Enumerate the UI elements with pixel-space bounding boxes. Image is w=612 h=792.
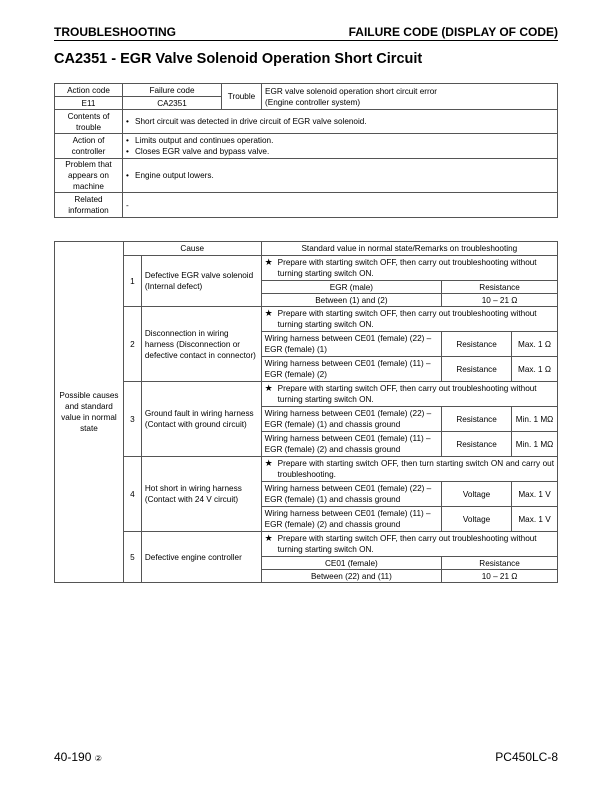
sub-header-1: EGR (male) bbox=[261, 281, 441, 294]
check-value: Max. 1 V bbox=[512, 507, 558, 532]
action-code: E11 bbox=[55, 97, 123, 110]
cause-text: Disconnection in wiring harness (Disconnection or defective contact in connector) bbox=[141, 307, 261, 382]
cause-text: Defective EGR valve solenoid (Internal defect) bbox=[141, 256, 261, 307]
trouble-label: Trouble bbox=[222, 84, 262, 110]
action-label: Action of controller bbox=[55, 134, 123, 159]
check-desc: Wiring harness between CE01 (female) (22) – EGR (female) (1) and chassis ground bbox=[261, 482, 441, 507]
causes-side-label: Possible causes and standard value in normal state bbox=[55, 242, 124, 583]
contents-text: Short circuit was detected in drive circuit of EGR valve solenoid. bbox=[135, 117, 367, 126]
sub-header-2: Resistance bbox=[442, 557, 558, 570]
trouble-line-1: EGR valve solenoid operation short circuit error bbox=[265, 86, 438, 96]
page-number-text: 40-190 bbox=[54, 750, 92, 764]
note-text: Prepare with starting switch OFF, then turn starting switch ON and carry out troubleshooting. bbox=[277, 459, 554, 479]
sub-value-1: Between (1) and (2) bbox=[261, 294, 441, 307]
trouble-description bbox=[262, 84, 558, 110]
check-value: Min. 1 MΩ bbox=[512, 432, 558, 457]
cause-text: Hot short in wiring harness (Contact with 24 V circuit) bbox=[141, 457, 261, 532]
sub-value-2: 10 – 21 Ω bbox=[442, 570, 558, 583]
star-icon: ★ bbox=[264, 533, 273, 543]
action-code-label: Action code bbox=[55, 84, 123, 97]
cause-header: Cause bbox=[123, 242, 261, 256]
action-value bbox=[123, 134, 558, 159]
cause-number: 1 bbox=[123, 256, 141, 307]
sub-header-2: Resistance bbox=[442, 281, 558, 294]
related-label: Related information bbox=[55, 193, 123, 218]
failure-code: CA2351 bbox=[123, 97, 222, 110]
revision-mark: ② bbox=[94, 754, 102, 763]
trouble-line-2: (Engine controller system) bbox=[265, 97, 361, 107]
check-desc: Wiring harness between CE01 (female) (22) – EGR (female) (1) and chassis ground bbox=[261, 407, 441, 432]
note-text: Prepare with starting switch OFF, then carry out troubleshooting without turning starting switch ON. bbox=[277, 258, 537, 278]
check-desc: Wiring harness between CE01 (female) (11) – EGR (female) (2) and chassis ground bbox=[261, 507, 441, 532]
note-text: Prepare with starting switch OFF, then carry out troubleshooting without turning starting switch ON. bbox=[277, 384, 537, 404]
check-type: Resistance bbox=[442, 332, 512, 357]
check-value: Max. 1 Ω bbox=[512, 332, 558, 357]
problem-text: Engine output lowers. bbox=[135, 171, 214, 180]
check-desc: Wiring harness between CE01 (female) (11) – EGR (female) (2) bbox=[261, 357, 441, 382]
remarks-header: Standard value in normal state/Remarks on troubleshooting bbox=[261, 242, 557, 256]
bullet: • bbox=[126, 171, 129, 180]
failure-info-table bbox=[54, 83, 558, 218]
check-type: Resistance bbox=[442, 432, 512, 457]
related-value: - bbox=[123, 193, 558, 218]
star-icon: ★ bbox=[264, 383, 273, 393]
check-type: Voltage bbox=[442, 482, 512, 507]
cause-number: 2 bbox=[123, 307, 141, 382]
sub-value-1: Between (22) and (11) bbox=[261, 570, 441, 583]
check-desc: Wiring harness between CE01 (female) (11) – EGR (female) (2) and chassis ground bbox=[261, 432, 441, 457]
check-type: Resistance bbox=[442, 357, 512, 382]
action-2: Closes EGR valve and bypass valve. bbox=[135, 147, 270, 156]
cause-number: 3 bbox=[123, 382, 141, 457]
note-text: Prepare with starting switch OFF, then carry out troubleshooting without turning starting switch ON. bbox=[277, 534, 537, 554]
sub-header-1: CE01 (female) bbox=[261, 557, 441, 570]
contents-label: Contents of trouble bbox=[55, 110, 123, 134]
check-value: Max. 1 V bbox=[512, 482, 558, 507]
remark-note bbox=[261, 382, 557, 407]
remark-note bbox=[261, 307, 557, 332]
failure-code-label: Failure code bbox=[123, 84, 222, 97]
problem-value bbox=[123, 159, 558, 193]
bullet: • bbox=[126, 136, 129, 145]
star-icon: ★ bbox=[264, 458, 273, 468]
causes-table bbox=[54, 241, 558, 583]
check-value: Min. 1 MΩ bbox=[512, 407, 558, 432]
page-number bbox=[54, 750, 102, 764]
sub-value-2: 10 – 21 Ω bbox=[442, 294, 558, 307]
check-type: Voltage bbox=[442, 507, 512, 532]
cause-text: Ground fault in wiring harness (Contact with ground circuit) bbox=[141, 382, 261, 457]
subsection-title: FAILURE CODE (DISPLAY OF CODE) bbox=[348, 25, 558, 39]
check-type: Resistance bbox=[442, 407, 512, 432]
note-text: Prepare with starting switch OFF, then carry out troubleshooting without turning starting switch ON. bbox=[277, 309, 537, 329]
remark-note bbox=[261, 256, 557, 281]
page-title: CA2351 - EGR Valve Solenoid Operation Short Circuit bbox=[54, 51, 423, 67]
remark-note bbox=[261, 532, 557, 557]
cause-text: Defective engine controller bbox=[141, 532, 261, 583]
section-title: TROUBLESHOOTING bbox=[54, 25, 176, 39]
page-header bbox=[54, 24, 558, 41]
bullet: • bbox=[126, 147, 129, 156]
remark-note bbox=[261, 457, 557, 482]
bullet: • bbox=[126, 117, 129, 126]
cause-number: 5 bbox=[123, 532, 141, 583]
model-name: PC450LC-8 bbox=[495, 750, 558, 764]
problem-label: Problem that appears on machine bbox=[55, 159, 123, 193]
check-desc: Wiring harness between CE01 (female) (22) – EGR (female) (1) bbox=[261, 332, 441, 357]
cause-number: 4 bbox=[123, 457, 141, 532]
check-value: Max. 1 Ω bbox=[512, 357, 558, 382]
action-1: Limits output and continues operation. bbox=[135, 136, 274, 145]
star-icon: ★ bbox=[264, 257, 273, 267]
contents-value bbox=[123, 110, 558, 134]
star-icon: ★ bbox=[264, 308, 273, 318]
